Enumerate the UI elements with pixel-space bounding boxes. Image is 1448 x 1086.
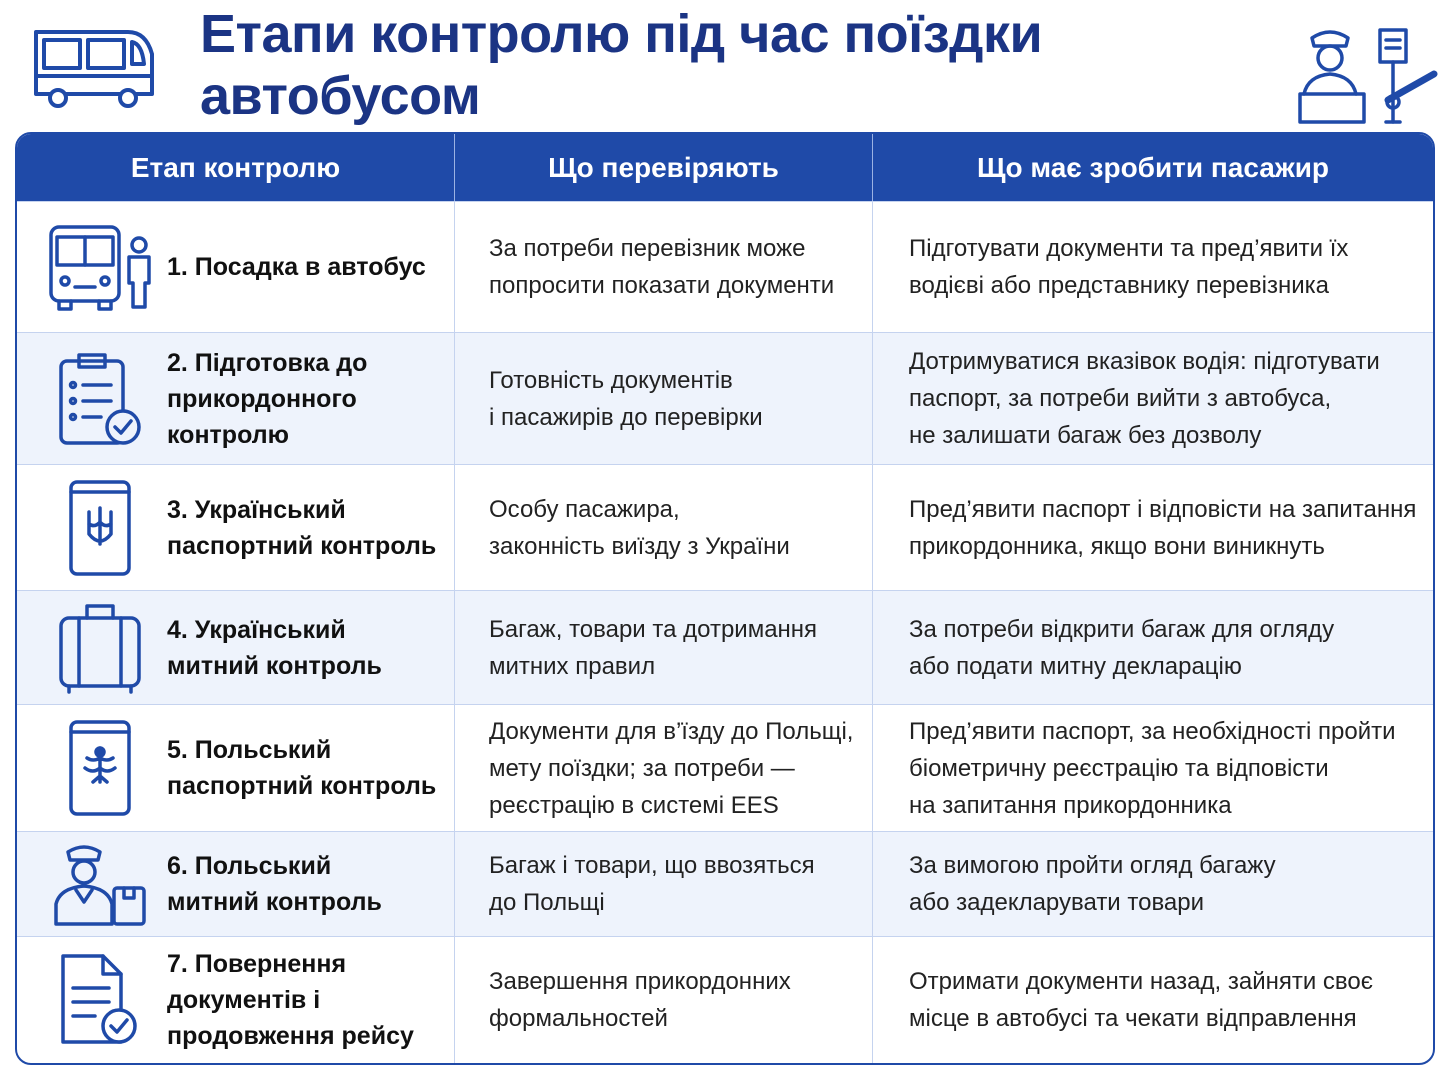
column-header-stage: Етап контролю	[130, 151, 341, 183]
header	[0, 0, 1448, 128]
checked-text: Готовність документів і пасажирів до перевірки	[489, 366, 763, 431]
action-text: Підготувати документи та пред’явити їх водієві або представнику перевізника	[909, 235, 1349, 299]
page-title: Етапи контролю під час поїздки автобусом	[200, 4, 1043, 126]
checklist-clipboard-icon	[45, 333, 155, 464]
stage-label: 3. Український паспортний контроль	[167, 495, 437, 560]
border-guard-checkpoint-icon	[1296, 22, 1440, 126]
bus-icon	[28, 24, 156, 110]
column-header-checked: Що перевіряють	[454, 134, 872, 201]
stage-label: 5. Польський паспортний контроль	[167, 736, 437, 800]
table-row	[17, 936, 1433, 1063]
table-header	[17, 134, 1433, 201]
action-text: За вимогою пройти огляд багажу або задекларувати товари	[909, 852, 1276, 916]
checked-text: Багаж, товари та дотримання митних правил	[489, 615, 818, 680]
ukrainian-passport-icon	[45, 465, 155, 590]
stage-label: 7. Повернення документів і продовження рейсу	[167, 950, 414, 1050]
checked-text: За потреби перевізник може попросити показати документи	[489, 235, 835, 299]
stage-label: 2. Підготовка до прикордонного контролю	[167, 348, 368, 449]
table-row	[17, 831, 1433, 936]
checked-text: Багаж і товари, що ввозяться до Польщі	[489, 852, 815, 916]
table-row	[17, 201, 1433, 332]
checked-text: Документи для в’їзду до Польщі, мету поїздки; за потреби — реєстрацію в системі EES	[489, 717, 854, 819]
column-header-action: Що має зробити пасажир	[872, 134, 1433, 201]
control-stages-table	[15, 132, 1435, 1065]
checked-text: Завершення прикордонних формальностей	[489, 968, 791, 1032]
customs-officer-icon	[45, 832, 155, 936]
stage-label: 6. Польський митний контроль	[167, 852, 382, 916]
checked-text: Особу пасажира, законність виїзду з України	[489, 495, 790, 560]
bus-passenger-icon	[45, 202, 155, 332]
table-row	[17, 332, 1433, 464]
document-check-icon	[45, 937, 155, 1063]
table-row	[17, 590, 1433, 704]
action-text: Пред’явити паспорт, за необхідності пройти біометричну реєстрацію та відповісти на запитання прикордонника	[909, 717, 1396, 819]
stage-label: 1. Посадка в автобус	[167, 253, 426, 281]
suitcase-icon	[45, 591, 155, 704]
table-row	[17, 464, 1433, 590]
table-row	[17, 704, 1433, 831]
polish-passport-icon	[45, 705, 155, 831]
action-text: Дотримуватися вказівок водія: підготувати паспорт, за потреби вийти з автобуса, не залишати багаж без дозволу	[909, 348, 1380, 449]
action-text: Пред’явити паспорт і відповісти на запитання прикордонника, якщо вони виникнуть	[909, 495, 1417, 560]
stage-label: 4. Український митний контроль	[167, 615, 382, 680]
action-text: За потреби відкрити багаж для огляду або подати митну декларацію	[909, 615, 1335, 680]
action-text: Отримати документи назад, зайняти своє місце в автобусі та чекати відправлення	[909, 968, 1373, 1032]
